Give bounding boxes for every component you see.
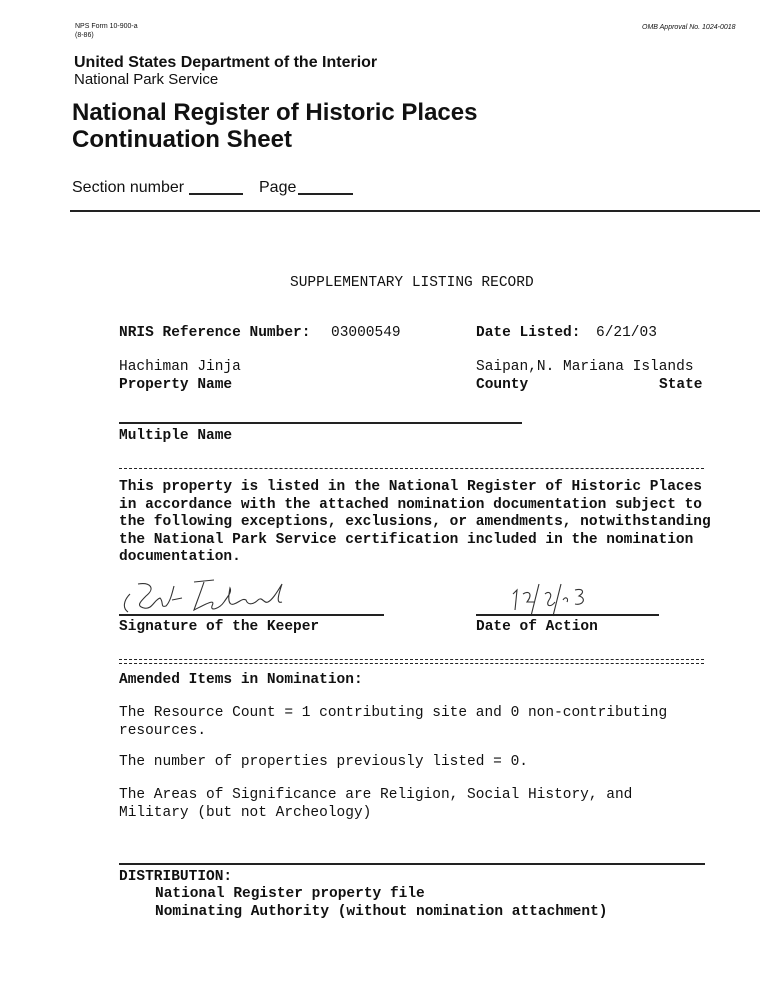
distribution-item: National Register property file [155, 886, 425, 902]
amendment-item: The number of properties previously listed = 0. [119, 754, 528, 770]
distribution-label: DISTRIBUTION: [119, 869, 233, 885]
page-title: National Register of Historic Places [72, 99, 478, 126]
multiple-name-line [119, 422, 522, 424]
keeper-signature-icon [116, 576, 396, 618]
state-label: State [659, 377, 703, 393]
distribution-divider [119, 863, 705, 865]
section-number-label: Section number [72, 179, 185, 196]
section-number-blank [189, 193, 243, 195]
county-label: County [476, 377, 529, 393]
page-label: Page [259, 179, 297, 196]
amended-heading: Amended Items in Nomination: [119, 672, 363, 688]
page-blank [298, 193, 353, 195]
dashed-divider [119, 468, 704, 469]
record-heading: SUPPLEMENTARY LISTING RECORD [290, 275, 534, 291]
page-subtitle: Continuation Sheet [72, 126, 292, 153]
signature-label: Signature of the Keeper [119, 619, 320, 635]
department-name: United States Department of the Interior [74, 54, 378, 71]
amendment-item: The Resource Count = 1 contributing site and 0 non-contributing resources. [119, 705, 668, 739]
distribution-item: Nominating Authority (without nomination attachment) [155, 904, 608, 920]
county-state-value: Saipan,N. Mariana Islands [476, 359, 694, 375]
form-number: NPS Form 10-900-a [75, 23, 138, 30]
date-listed-value: 6/21/03 [596, 325, 657, 341]
header-divider [70, 210, 760, 212]
multiple-name-label: Multiple Name [119, 428, 233, 444]
service-name: National Park Service [74, 71, 219, 88]
date-listed-label: Date Listed: [476, 325, 581, 341]
signature-line [119, 614, 384, 616]
nris-label: NRIS Reference Number: [119, 325, 311, 341]
omb-approval: OMB Approval No. 1024-0018 [642, 24, 736, 31]
nris-value: 03000549 [331, 325, 401, 341]
date-of-action-line [476, 614, 659, 616]
form-date: (8-86) [75, 32, 94, 39]
property-name-value: Hachiman Jinja [119, 359, 241, 375]
date-of-action-label: Date of Action [476, 619, 598, 635]
listing-statement: This property is listed in the National Register of Historic Places in accordance with the attached nomination documentation subject to the following exceptions, exclusions, or amendments, notwithstanding the National Park Service certification included in the nomination documentation. [119, 479, 711, 565]
double-dashed-divider [119, 659, 704, 664]
amendment-item: The Areas of Significance are Religion, Social History, and Military (but not Archeology) [119, 787, 633, 821]
property-name-label: Property Name [119, 377, 233, 393]
